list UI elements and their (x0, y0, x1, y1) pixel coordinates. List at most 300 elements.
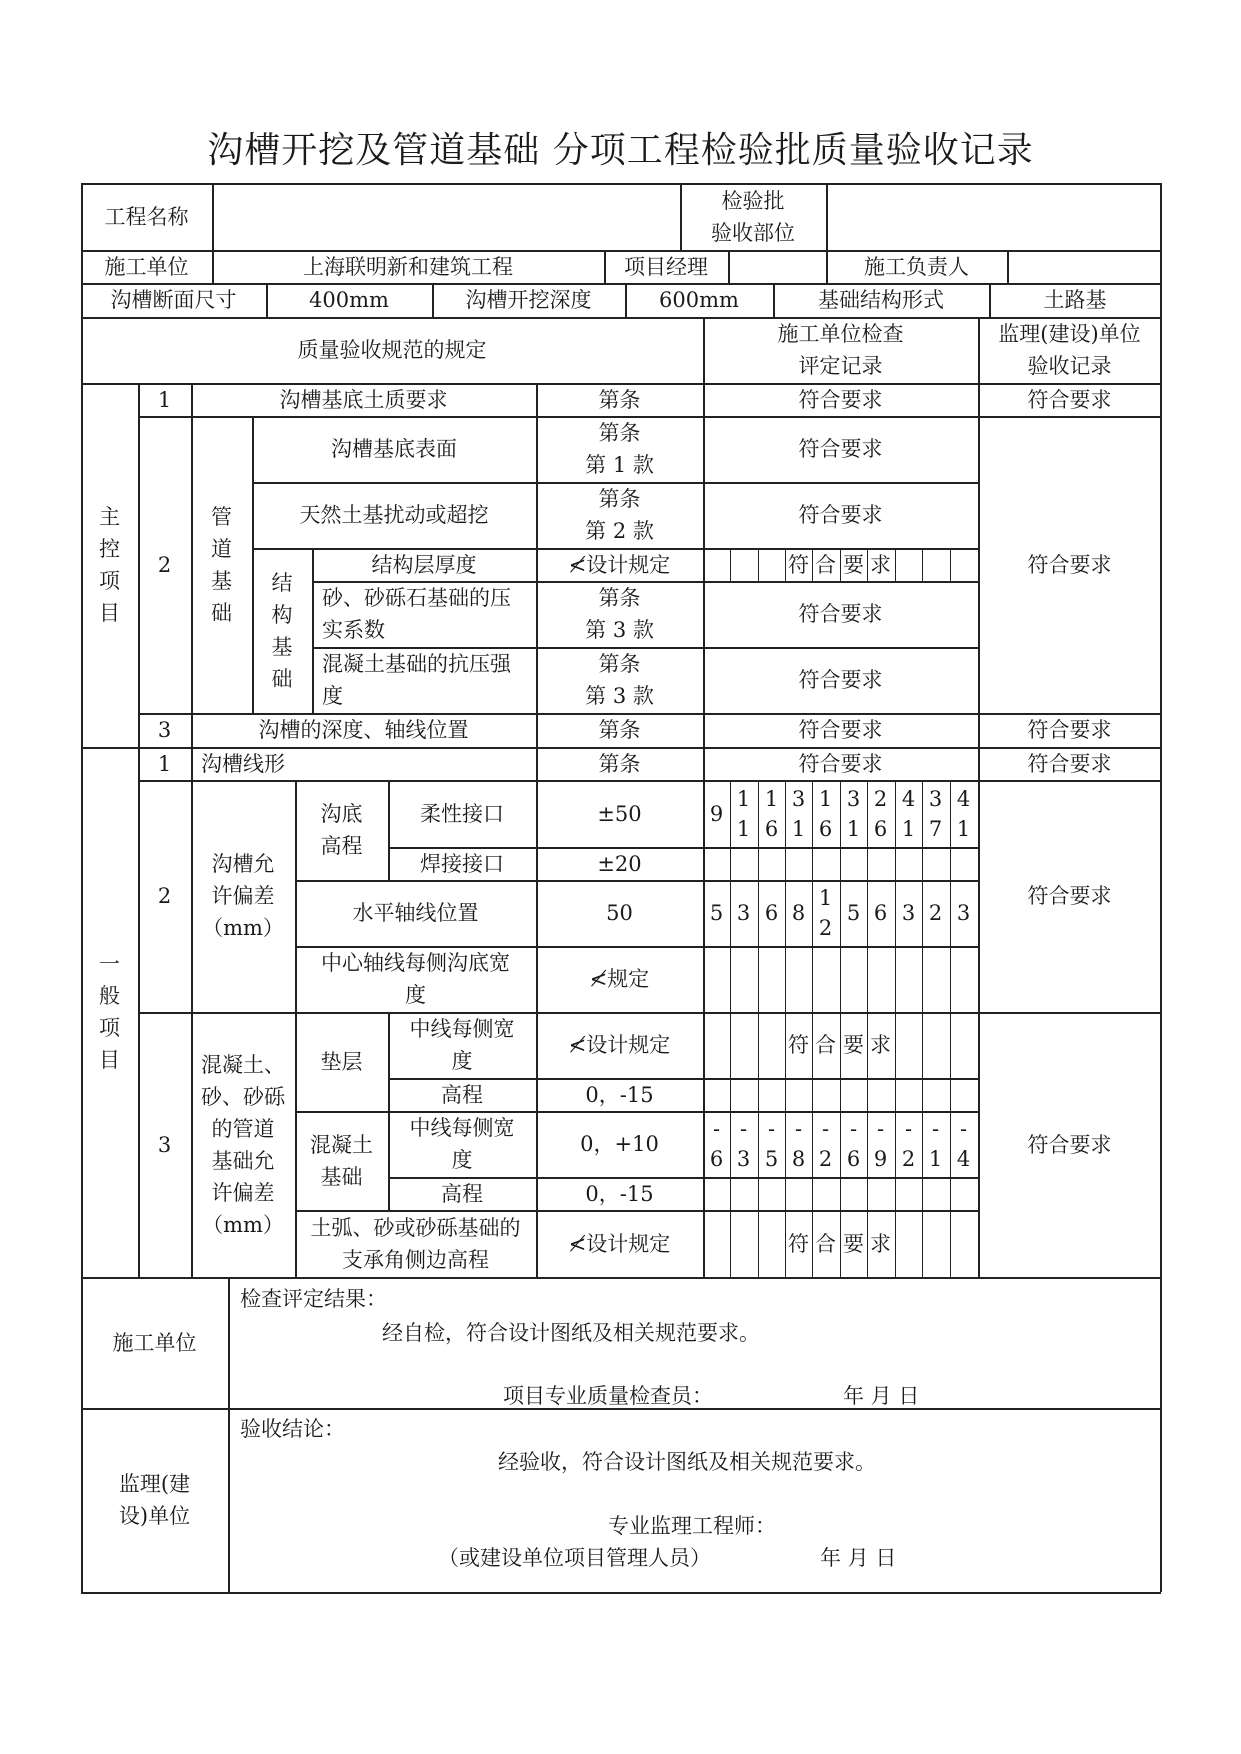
measure-cell (703, 548, 730, 581)
row-number-text: 1 (157, 751, 172, 776)
label-line: 砂、砂砾 (201, 1084, 285, 1109)
measure-cell-text: 求 (870, 1231, 891, 1256)
clause-text (536, 548, 703, 581)
supervisor-result-text: 符合要求 (1027, 751, 1112, 776)
grid-line (840, 1012, 841, 1277)
grid-line (785, 1012, 786, 1277)
measure-cell (840, 548, 867, 581)
tolerance-text (536, 1111, 703, 1177)
contractor-section-label (81, 1277, 228, 1408)
row-number (138, 747, 191, 780)
measure-cell (703, 780, 730, 847)
item-text (312, 581, 536, 647)
check-result-text: 符合要求 (798, 751, 883, 776)
clause-text-text: 第条 (598, 652, 641, 676)
measure-cell-text: 4 (956, 786, 971, 811)
item-text-text: 天然土基扰动或超挖 (299, 503, 489, 527)
measure-cell-text: 1 (901, 816, 916, 841)
label-text: 检查评定结果： (240, 1287, 387, 1311)
batch-part-label-text: 检验批 (721, 188, 785, 213)
measure-cell-text: 3 (901, 901, 916, 925)
section-size-value (266, 283, 432, 317)
group-char: 一 (99, 952, 120, 976)
check-result (703, 747, 978, 780)
measure-cell-text: 2 (818, 916, 833, 940)
measure-cell-text: - (849, 1117, 858, 1141)
body-text: 经自检，符合设计图纸及相关规范要求。 (382, 1321, 760, 1345)
item-text-text: 度 (451, 1148, 473, 1172)
measure-cell (812, 1012, 839, 1078)
label-line: （mm） (202, 916, 284, 940)
signature-label: （或建设单位项目管理人员） (438, 1546, 711, 1570)
supervisor-result (978, 747, 1161, 780)
measure-cell-text: 5 (846, 901, 861, 925)
project-name-value (212, 183, 680, 250)
label-line: 混凝土 (310, 1132, 373, 1157)
measure-cell-text: 9 (873, 1147, 888, 1171)
check-result (703, 713, 978, 747)
label-char: 础 (271, 666, 293, 691)
measure-cell-text: 6 (873, 901, 888, 925)
row-number-text: 2 (157, 552, 172, 577)
page-title: 沟槽开挖及管道基础 分项工程检验批质量验收记录 (207, 130, 1034, 171)
measure-cell (758, 780, 785, 847)
clause-text-text: 第条 (598, 718, 641, 742)
item-text (388, 780, 536, 847)
measure-cell (758, 880, 785, 946)
base-type-label-text: 基础结构形式 (818, 288, 944, 312)
measure-cell-text: 1 (818, 886, 833, 910)
tolerance-text (536, 1012, 703, 1078)
contractor-label-text: 施工单位 (104, 254, 189, 279)
label-line: 沟槽允 (211, 852, 275, 876)
base-type-value (989, 283, 1161, 317)
clause-text-text: ≮设计规定 (568, 552, 671, 577)
measure-cell-text: 1 (764, 786, 779, 811)
measure-cell-text: 1 (956, 816, 971, 841)
signature-label: 专业监理工程师： (608, 1514, 776, 1538)
item-text (312, 548, 536, 581)
measure-cell-text: 3 (846, 786, 861, 811)
pm-label-text: 项目经理 (624, 254, 708, 279)
date-line (843, 1380, 1073, 1412)
row-number-text: 3 (157, 718, 172, 742)
measure-cell (895, 880, 922, 946)
measure-cell (840, 880, 867, 946)
group-char: 目 (99, 1048, 120, 1072)
supervisor-result (978, 780, 1161, 1012)
check-result-text: 符合要求 (798, 503, 883, 527)
supervisor-result-text: 符合要求 (1027, 552, 1112, 577)
measure-cell (758, 1111, 785, 1177)
tolerance-text-text: ±20 (597, 851, 642, 876)
spec-header (81, 317, 703, 383)
item-text (388, 847, 536, 880)
measure-cell (922, 548, 949, 581)
supervisor-header-text: 监理(建设)单位 (998, 322, 1141, 346)
tolerance-text (536, 780, 703, 847)
measure-cell (840, 780, 867, 847)
measure-cell (730, 1111, 757, 1177)
site-lead-label-text: 施工负责人 (864, 254, 969, 279)
measure-cell-text: 5 (709, 901, 724, 925)
measure-cell (895, 780, 922, 847)
conclusion-label (240, 1414, 1140, 1444)
measure-cell (758, 1210, 785, 1277)
measure-cell-text: 6 (873, 816, 888, 841)
item-text-text: 度 (322, 684, 343, 708)
measure-cell-text: 8 (791, 901, 806, 925)
concrete-base-label (295, 1111, 388, 1210)
measure-cell (730, 1210, 757, 1277)
measure-cell-text: 2 (818, 1147, 833, 1171)
label-line: 高程 (320, 834, 363, 858)
depth-label-text: 沟槽开挖深度 (465, 288, 592, 312)
grid-line (81, 1592, 1161, 1594)
measure-cell-text: - (876, 1117, 885, 1141)
measure-cell (785, 1210, 812, 1277)
section-size-label (81, 283, 266, 317)
supervisor-result (978, 383, 1161, 416)
measure-cell-text: 6 (818, 816, 833, 841)
group-char: 目 (99, 601, 120, 625)
measure-cell (922, 1210, 949, 1277)
item-text (295, 946, 536, 1012)
label-line: 垫层 (320, 1049, 363, 1074)
measure-cell (950, 1111, 977, 1177)
measure-cell (812, 780, 839, 847)
clause-text-text: 第 2 款 (585, 519, 654, 543)
item-text-text: 实系数 (322, 618, 385, 642)
general-group-label (81, 747, 138, 1277)
supervisor-result-text: 符合要求 (1027, 1132, 1112, 1157)
label-line: 的管道 (211, 1116, 275, 1141)
measure-cell (895, 1111, 922, 1177)
grid-line (812, 1012, 813, 1277)
measure-cell-text: 2 (901, 1147, 916, 1171)
structure-base-label (252, 548, 312, 713)
row-number (138, 780, 191, 1012)
measure-cell-text: 2 (873, 786, 888, 811)
measure-cell (950, 1012, 977, 1078)
group-char: 般 (99, 984, 120, 1008)
group-char: 控 (99, 537, 120, 561)
row-number-text: 2 (157, 884, 172, 908)
measure-cell (703, 1210, 730, 1277)
clause-text-text: 第 1 款 (585, 453, 654, 477)
measure-cell-text: 5 (764, 1147, 779, 1171)
measure-cell-text: 4 (901, 786, 916, 811)
measure-cell (922, 1012, 949, 1078)
measure-cell-text: - (712, 1117, 721, 1141)
item-text-text: 支承角侧边高程 (342, 1247, 489, 1272)
clause-text-text: 第条 (598, 487, 641, 511)
item-text-text: 砂、砂砾石基础的压 (322, 586, 511, 610)
supervisor-header (978, 317, 1161, 383)
group-char: 项 (99, 569, 120, 593)
measure-cell (867, 548, 894, 581)
item-text (312, 647, 536, 713)
measure-cell-text: 符 (788, 1231, 809, 1256)
trench-bottom-elevation-label (295, 780, 388, 880)
trench-tolerance-label (191, 780, 295, 1012)
conclusion-text (498, 1446, 1118, 1478)
signature-label: 项目专业质量检查员： (503, 1384, 713, 1408)
item-text (388, 1012, 536, 1078)
measure-cell (730, 548, 757, 581)
check-result (703, 482, 978, 548)
measure-cell (812, 1111, 839, 1177)
tolerance-text-text: ≮设计规定 (568, 1033, 671, 1057)
measure-cell (730, 780, 757, 847)
depth-value (625, 283, 773, 317)
measure-cell-text: 1 (791, 816, 806, 841)
item-text-text: 高程 (441, 1082, 483, 1107)
measure-cell-text: 2 (928, 901, 943, 925)
clause-text (536, 747, 703, 780)
measure-cell (812, 880, 839, 946)
label-line: 监理(建 (118, 1472, 191, 1496)
item-text-text: 中心轴线每侧沟底宽 (321, 951, 510, 975)
owner-rep-label (438, 1542, 738, 1574)
inspector-label (503, 1380, 803, 1412)
contractor-check-header-text: 施工单位检查 (777, 322, 904, 346)
clause-text-text: 第条 (598, 387, 641, 412)
item-text-text: 度 (451, 1049, 473, 1073)
measure-cell-text: 8 (791, 1147, 806, 1171)
tolerance-text (536, 1078, 703, 1111)
supervisor-result (978, 416, 1161, 713)
label-char: 结 (271, 570, 293, 595)
measure-cell-text: 3 (956, 901, 971, 925)
measure-cell (867, 780, 894, 847)
batch-part-label (680, 183, 826, 250)
label-text: 验收结论： (240, 1417, 345, 1441)
item-text (295, 1210, 536, 1277)
base-type-label (773, 283, 989, 317)
depth-value-text: 600mm (659, 288, 739, 312)
label-char: 础 (211, 600, 232, 625)
pm-label (604, 250, 728, 283)
eval-text (382, 1317, 1082, 1349)
measure-cell-text: 1 (736, 786, 751, 811)
item-text (191, 747, 536, 780)
measure-cell-text: 6 (846, 1147, 861, 1171)
clause-text-text: 第条 (598, 751, 641, 776)
measure-cell-text: 1 (928, 1147, 943, 1171)
measure-cell (950, 1210, 977, 1277)
tolerance-text-text: ≮设计规定 (568, 1231, 671, 1256)
label-line: 基础 (320, 1164, 363, 1189)
tolerance-text-text: 0，-15 (585, 1082, 654, 1107)
measure-cell (785, 880, 812, 946)
batch-part-label-text: 验收部位 (711, 220, 795, 245)
measure-cell (703, 1012, 730, 1078)
check-result-text: 符合要求 (798, 387, 883, 412)
item-text-text: 沟槽线形 (201, 751, 285, 776)
measure-cell-text: 3 (791, 786, 806, 811)
contractor-section-label-text: 施工单位 (112, 1330, 197, 1355)
measure-cell (785, 1111, 812, 1177)
clause-text (536, 581, 703, 647)
tolerance-text (536, 880, 703, 946)
clause-text (536, 647, 703, 713)
item-text (295, 880, 536, 946)
measure-cell-text: 合 (815, 1033, 836, 1057)
tolerance-text-text: ≮规定 (589, 967, 650, 991)
clause-text (536, 383, 703, 416)
label-line: 沟底 (320, 802, 363, 826)
label-line: 设)单位 (118, 1504, 191, 1528)
tolerance-text-text: 50 (606, 901, 633, 925)
check-result (703, 647, 978, 713)
row-number (138, 1012, 191, 1277)
measure-cell (895, 1012, 922, 1078)
measure-cell (922, 780, 949, 847)
cushion-label (295, 1012, 388, 1111)
clause-text-text: 第 3 款 (585, 618, 654, 642)
measure-cell-text: - (821, 1117, 830, 1141)
item-text-text: 柔性接口 (420, 801, 504, 826)
item-text-text: 度 (405, 983, 426, 1007)
item-text-text: 焊接接口 (420, 851, 504, 876)
measure-cell (840, 1111, 867, 1177)
row-number-text: 1 (157, 387, 172, 412)
measure-cell-text: - (904, 1117, 913, 1141)
measure-cell-text: 要 (843, 552, 864, 577)
measure-cell (950, 880, 977, 946)
measure-cell-text: 合 (815, 1231, 836, 1256)
measure-cell-text: - (959, 1117, 968, 1141)
label-line: 许偏差 (211, 1180, 275, 1205)
date-text: 年 月 日 (820, 1546, 897, 1570)
site-lead-value (1007, 250, 1161, 283)
measure-cell (785, 780, 812, 847)
project-name-label (81, 183, 212, 250)
item-text (388, 1177, 536, 1210)
contractor-value (212, 250, 604, 283)
contractor-check-header-text: 评定记录 (798, 354, 883, 378)
measure-cell-text: 3 (736, 901, 751, 925)
contractor-check-header (703, 317, 978, 383)
item-text-text: 水平轴线位置 (352, 901, 479, 925)
grid-line (895, 1012, 896, 1277)
measure-cell-text: 1 (846, 816, 861, 841)
tolerance-text (536, 1210, 703, 1277)
pm-value (728, 250, 826, 283)
measure-cell-text: 合 (815, 552, 836, 577)
measure-cell-text: - (767, 1117, 776, 1141)
measure-cell-text: - (931, 1117, 940, 1141)
label-char: 管 (211, 504, 232, 529)
supervisor-result (978, 713, 1161, 747)
main-control-group-label (81, 383, 138, 747)
measure-cell-text: 6 (709, 1147, 724, 1171)
grid-line (228, 1277, 230, 1592)
label-line: 许偏差 (211, 884, 275, 908)
measure-cell-text: 9 (709, 801, 724, 826)
measure-cell-text: 3 (736, 1147, 751, 1171)
supervisor-result-text: 符合要求 (1027, 718, 1112, 742)
grid-line (730, 1012, 731, 1277)
supervisor-section-label (81, 1408, 228, 1592)
measure-cell (950, 780, 977, 847)
item-text-text: 土弧、砂或砂砾基础的 (310, 1215, 521, 1240)
spec-header-text: 质量验收规范的规定 (297, 338, 487, 362)
supervisor-result-text: 符合要求 (1027, 387, 1112, 412)
project-name-label-text: 工程名称 (104, 204, 189, 229)
site-lead-label (826, 250, 1007, 283)
row-number-text: 3 (157, 1132, 172, 1157)
measure-cell (867, 1111, 894, 1177)
item-text-text: 沟槽基底表面 (331, 437, 457, 461)
item-text-text: 结构层厚度 (371, 552, 477, 577)
pipe-base-label (191, 416, 252, 713)
measure-cell (867, 1012, 894, 1078)
tolerance-text-text: 0，+10 (580, 1132, 659, 1156)
item-text (388, 1078, 536, 1111)
measure-cell (785, 1012, 812, 1078)
measure-cell (922, 1111, 949, 1177)
group-char: 主 (99, 505, 120, 529)
measure-cell (867, 1210, 894, 1277)
measure-cell-text: - (739, 1117, 748, 1141)
supervisor-result-text: 符合要求 (1027, 884, 1112, 908)
measure-cell (812, 548, 839, 581)
contractor-value-text: 上海联明新和建筑工程 (303, 254, 513, 279)
check-result (703, 581, 978, 647)
measure-cell (840, 1210, 867, 1277)
item-text-text: 中线每侧宽 (409, 1116, 515, 1140)
base-type-value-text: 土路基 (1043, 288, 1107, 312)
measure-cell (758, 548, 785, 581)
grid-line (81, 1277, 1161, 1279)
item-text (388, 1111, 536, 1177)
engineer-label (608, 1510, 908, 1542)
item-text-text: 沟槽基底土质要求 (279, 387, 448, 412)
measure-cell-text: 符 (788, 552, 809, 577)
grid-line (950, 1012, 951, 1277)
measure-cell (950, 548, 977, 581)
measure-cell (758, 1012, 785, 1078)
body-text: 经验收，符合设计图纸及相关规范要求。 (498, 1450, 876, 1474)
item-text-text: 混凝土基础的抗压强 (322, 652, 511, 676)
measure-cell (895, 548, 922, 581)
measure-cell (785, 548, 812, 581)
label-line: （mm） (202, 1212, 284, 1237)
check-result-text: 符合要求 (798, 602, 883, 626)
measure-cell-text: 3 (928, 786, 943, 811)
clause-text (536, 713, 703, 747)
clause-text (536, 482, 703, 548)
date-text: 年 月 日 (843, 1384, 920, 1408)
measure-cell-text: 1 (818, 786, 833, 811)
item-text (252, 482, 536, 548)
measure-cell-text: 7 (928, 816, 943, 841)
check-result-text: 符合要求 (798, 668, 883, 692)
measure-cell (895, 1210, 922, 1277)
item-text-text: 中线每侧宽 (409, 1017, 515, 1041)
concrete-base-tolerance-label (191, 1012, 295, 1277)
check-result-text: 符合要求 (798, 718, 883, 742)
measure-cell (812, 1210, 839, 1277)
measure-cell (922, 880, 949, 946)
section-size-label-text: 沟槽断面尺寸 (110, 288, 237, 312)
label-char: 基 (271, 634, 293, 659)
tolerance-text-text: ±50 (597, 801, 642, 826)
grid-line (867, 1012, 868, 1277)
measure-cell-text: 求 (870, 1033, 891, 1057)
